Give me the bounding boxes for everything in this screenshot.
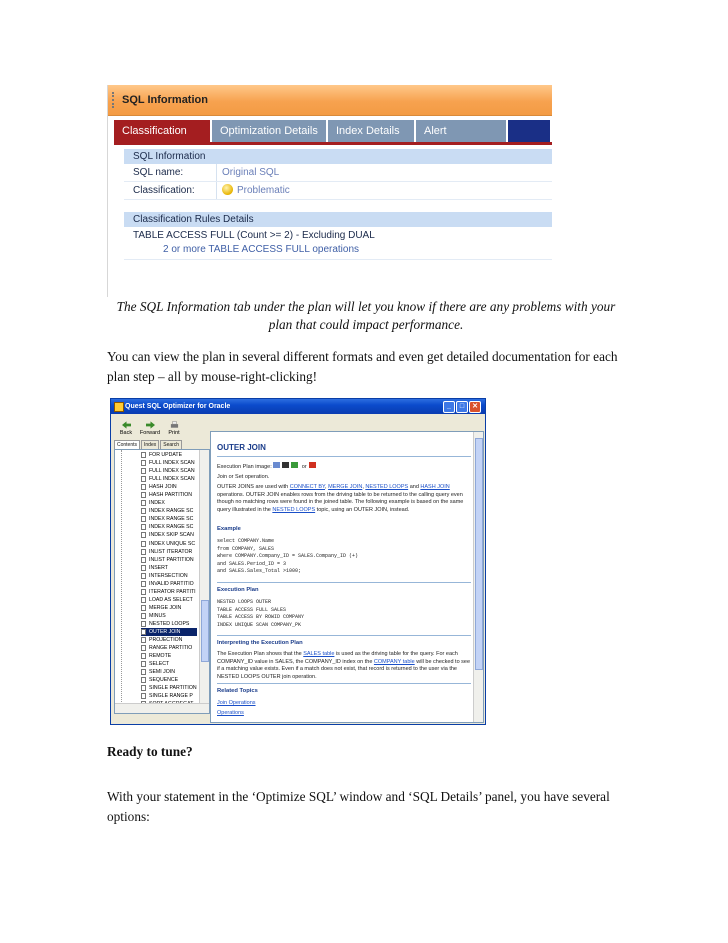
help-page-icon (141, 645, 146, 651)
example-heading: Example (217, 526, 241, 532)
topic-pane (210, 431, 484, 723)
help-page-icon (141, 516, 146, 522)
code-line: from COMPANY, SALES (217, 545, 275, 552)
nav-tabs (114, 440, 208, 449)
grip-icon[interactable] (112, 92, 116, 108)
close-button[interactable]: ✕ (469, 401, 481, 413)
help-page-icon (141, 637, 146, 643)
tree-item[interactable] (141, 564, 197, 572)
help-page-icon (141, 541, 146, 547)
tree-item-label: SINGLE RANGE P (149, 693, 193, 700)
help-window-title: Quest SQL Optimizer for Oracle (125, 403, 231, 410)
code-line: NESTED LOOPS OUTER (217, 599, 272, 605)
tree-item[interactable] (141, 588, 197, 596)
merge-icon (291, 462, 298, 468)
help-window (110, 398, 486, 725)
help-page-icon (141, 613, 146, 619)
tab-search[interactable]: Search (160, 440, 182, 449)
code-line: and SALES.Period_ID = 3 (217, 560, 287, 567)
classification-row (124, 182, 552, 200)
forward-label: Forward (139, 430, 161, 436)
interp-text: The Execution Plan shows that the (217, 651, 304, 657)
desc-text: operations. OUTER JOIN enables rows from the driving table to be returned to the calling query even though no matching rows were found in the joined table. The following example is based on the same query illustrated in the (217, 491, 464, 513)
tree-item-label: NESTED LOOPS (149, 620, 190, 627)
help-page-icon (141, 669, 146, 675)
help-page-icon (141, 524, 146, 530)
link-merge-join[interactable]: MERGE JOIN (328, 484, 363, 490)
tab-index[interactable]: Index (141, 440, 159, 449)
tree-item[interactable] (141, 676, 197, 684)
interp-text: is used as the driving table for the query. For each COMPANY_ID value in SALES, the COMPANY_ID index on the (217, 651, 458, 665)
tree-item[interactable] (141, 548, 197, 556)
help-page-icon (141, 653, 146, 659)
heading-rule (217, 456, 471, 457)
rule (217, 683, 471, 684)
tree-item[interactable] (141, 628, 197, 636)
minimize-button[interactable]: _ (443, 401, 455, 413)
tree-item[interactable] (141, 596, 197, 604)
plan-image-label: Execution Plan image: (217, 464, 272, 470)
tree-item[interactable] (141, 515, 197, 523)
tree-item-label: SEMI JOIN (149, 669, 175, 676)
help-page-icon (141, 508, 146, 514)
help-page-icon (141, 685, 146, 691)
tab-optimization-details[interactable]: Optimization Details (212, 120, 326, 142)
tree-item-label: MERGE JOIN (149, 604, 182, 611)
set-icon (309, 462, 316, 468)
tree-item-label: INDEX UNIQUE SC (149, 540, 196, 547)
tree-item[interactable] (141, 652, 197, 660)
navigation-pane (114, 440, 208, 721)
help-page-icon (141, 476, 146, 482)
paragraph-options: With your statement in the ‘Optimize SQL’ window and ‘SQL Details’ panel, you have several options: (107, 789, 610, 824)
help-page-icon (141, 693, 146, 699)
tree-item-label: PROJECTION (149, 637, 183, 644)
tree-item-label: INDEX RANGE SC (149, 524, 194, 531)
forward-button[interactable] (138, 421, 162, 436)
panel-title: SQL Information (122, 94, 208, 106)
desc-text: and (408, 484, 421, 490)
tree-item[interactable] (141, 660, 197, 668)
tree-item-label: SINGLE PARTITION (149, 685, 197, 692)
tree-item-label: INDEX RANGE SC (149, 508, 194, 515)
link-company-table[interactable]: COMPANY table (373, 658, 415, 665)
sql-information-panel (107, 85, 552, 297)
desc-text: , (325, 484, 329, 490)
sql-name-label: SQL name: (133, 167, 184, 178)
help-page-icon (141, 565, 146, 571)
help-page-icon (141, 460, 146, 466)
topic-scroll-thumb[interactable] (475, 438, 483, 670)
help-page-icon (141, 452, 146, 458)
help-page-icon (141, 468, 146, 474)
tree-item-label: FULL INDEX SCAN (149, 476, 195, 483)
tree-item[interactable] (141, 620, 197, 628)
example-sql (217, 538, 471, 576)
interp-text: will be checked to see if a matching value exists. Even if a match does not exist, that record is returned to the user via the NESTED LOOPS OUTER join operation. (217, 658, 471, 680)
tree-item[interactable] (141, 491, 197, 499)
link-sales-table[interactable]: SALES table (303, 651, 335, 657)
related-topics-heading: Related Topics (217, 688, 258, 694)
help-page-icon (141, 484, 146, 490)
tree-item[interactable] (141, 572, 197, 580)
code-line: INDEX UNIQUE SCAN COMPANY_PK (217, 621, 302, 628)
classification-label: Classification: (133, 185, 195, 196)
rule (217, 635, 471, 636)
tree-item-label: INSERT (149, 564, 168, 571)
tree-item-label: REMOTE (149, 653, 172, 660)
tree-item[interactable] (141, 612, 197, 620)
tree-item-label: INLIST ITERATOR (149, 548, 193, 555)
scissors-icon (282, 462, 289, 468)
divider (124, 259, 552, 260)
code-line: TABLE ACCESS BY ROWID COMPANY (217, 614, 305, 621)
help-page-icon (141, 500, 146, 506)
rule-detail-row (124, 241, 552, 258)
tree-item-label: OUTER JOIN (149, 629, 181, 636)
or-text: or (301, 464, 307, 470)
problematic-icon (222, 184, 233, 195)
classification-value: Problematic (237, 185, 290, 196)
tree-item-label: FOR UPDATE (149, 452, 183, 458)
rule (217, 582, 471, 583)
tree-item-label: INTERSECTION (149, 572, 188, 579)
help-page-icon (141, 589, 146, 595)
desc-text: OUTER JOINS are used with (217, 484, 290, 490)
tree-item[interactable] (141, 467, 197, 475)
link-nested-loops-topic[interactable]: NESTED LOOPS (272, 506, 316, 513)
tree-item-label: SELECT (149, 661, 170, 668)
rule-text: TABLE ACCESS FULL (Count >= 2) - Excluding DUAL (133, 230, 375, 241)
tree-item[interactable] (141, 668, 197, 676)
tree-item[interactable] (141, 636, 197, 644)
tree-item[interactable] (141, 451, 197, 459)
topic-scrollbar[interactable] (473, 432, 483, 722)
help-window-titlebar (111, 399, 485, 414)
interpreting-heading: Interpreting the Execution Plan (217, 640, 303, 646)
maximize-button[interactable]: □ (456, 401, 468, 413)
tree-lines (121, 450, 136, 704)
link-join-operations[interactable]: Join Operations (217, 700, 256, 706)
help-page-icon (141, 629, 146, 635)
back-arrow-icon (122, 421, 131, 429)
help-page-icon (141, 557, 146, 563)
tree-item-label: SEQUENCE (149, 677, 179, 684)
panel-header (108, 85, 552, 116)
tree-item[interactable] (141, 483, 197, 491)
tree-list (141, 451, 197, 714)
execution-plan-lines (217, 599, 471, 629)
tree-item[interactable] (141, 692, 197, 700)
tree-item-label: HASH PARTITION (149, 492, 193, 499)
tree-item[interactable] (141, 507, 197, 515)
help-page-icon (141, 597, 146, 603)
tree-item[interactable] (141, 531, 197, 539)
desc-text: , (362, 484, 366, 490)
tree-item-label: FULL INDEX SCAN (149, 460, 195, 467)
caption-sql-information: The SQL Information tab under the plan will let you know if there are any problems with your plan that could impact performance. (116, 299, 616, 332)
code-line: where COMPANY.Company_ID = SALES.Company_ID (+) (217, 553, 359, 560)
link-connect-by[interactable]: CONNECT BY (289, 484, 326, 490)
tree-item[interactable] (141, 556, 197, 564)
tree-item[interactable] (141, 580, 197, 588)
sql-name-value: Original SQL (216, 164, 552, 181)
heading-ready-to-tune: Ready to tune? (107, 744, 193, 759)
tree-vertical-scrollbar[interactable] (199, 450, 209, 704)
tab-index-details[interactable]: Index Details (328, 120, 414, 142)
classification-value-cell (216, 182, 552, 199)
help-page-icon (141, 573, 146, 579)
section-sql-information: SQL Information (124, 149, 552, 164)
tree-item[interactable] (141, 475, 197, 483)
help-page-icon (141, 677, 146, 683)
interpreting-text (217, 651, 471, 681)
topic-heading: OUTER JOIN (217, 443, 266, 452)
tree-item-label: HASH JOIN (149, 484, 177, 491)
print-button[interactable] (162, 421, 186, 436)
tree-item[interactable] (141, 523, 197, 531)
code-line: select COMPANY.Name (217, 538, 275, 544)
link-nested-loops[interactable]: NESTED LOOPS (365, 484, 409, 490)
paragraph-plan-formats: You can view the plan in several different formats and even get detailed documentation for each plan step – all by mouse-right-clicking! (107, 349, 618, 384)
code-line: TABLE ACCESS FULL SALES (217, 606, 287, 613)
contents-tree (114, 449, 210, 714)
tab-alert[interactable]: Alert (416, 120, 506, 142)
help-page-icon (141, 549, 146, 555)
tree-item-label: INVALID PARTITIO (149, 580, 194, 587)
tree-item-label: FULL INDEX SCAN (149, 468, 195, 475)
tree-item-label: ITERATOR PARTITI (149, 588, 196, 595)
back-label: Back (119, 430, 133, 436)
join-icon (273, 462, 280, 468)
link-hash-join[interactable]: HASH JOIN (420, 484, 450, 490)
tree-item-label: INLIST PARTITION (149, 556, 194, 563)
tab-contents[interactable]: Contents (114, 440, 140, 449)
link-operations[interactable]: Operations (217, 710, 244, 716)
help-page-icon (141, 605, 146, 611)
tree-item-label: MINUS (149, 612, 166, 619)
outer-join-description (217, 484, 471, 514)
tree-item-label: INDEX RANGE SC (149, 516, 194, 523)
tab-bar (114, 120, 552, 142)
tree-item[interactable] (141, 459, 197, 467)
join-type: Join or Set operation. (217, 474, 270, 480)
code-line: and SALES.Sales_Total >1000; (217, 568, 302, 575)
app-icon (114, 402, 124, 412)
tab-classification[interactable]: Classification (114, 120, 210, 142)
tree-item[interactable] (141, 604, 197, 612)
print-label: Print (168, 430, 180, 436)
tree-horizontal-scrollbar[interactable] (115, 703, 209, 713)
back-button[interactable] (114, 421, 138, 436)
help-page-icon (141, 532, 146, 538)
scroll-thumb[interactable] (201, 600, 209, 662)
execution-plan-heading: Execution Plan (217, 587, 259, 593)
desc-text: topic, using an OUTER JOIN, instead. (315, 506, 410, 513)
tree-item-label: RANGE PARTITIO (149, 645, 193, 652)
section-classification-rules: Classification Rules Details (124, 212, 552, 227)
plan-image-line (217, 462, 471, 470)
tab-underline (114, 142, 552, 145)
help-page-icon (141, 661, 146, 667)
tree-item[interactable] (141, 540, 197, 548)
sql-name-row (124, 164, 552, 182)
help-page-icon (141, 621, 146, 627)
tree-item-label: INDEX (149, 500, 165, 507)
tree-item[interactable] (141, 499, 197, 507)
tab-overflow[interactable] (508, 120, 550, 142)
printer-icon (170, 421, 179, 429)
tree-item[interactable] (141, 684, 197, 692)
help-page-icon (141, 492, 146, 498)
help-page-icon (141, 581, 146, 587)
tree-item[interactable] (141, 644, 197, 652)
tree-item-label: INDEX SKIP SCAN (149, 532, 194, 539)
forward-arrow-icon (146, 421, 155, 429)
rule-detail: 2 or more TABLE ACCESS FULL operations (163, 244, 360, 255)
tree-item-label: LOAD AS SELECT (149, 596, 193, 603)
